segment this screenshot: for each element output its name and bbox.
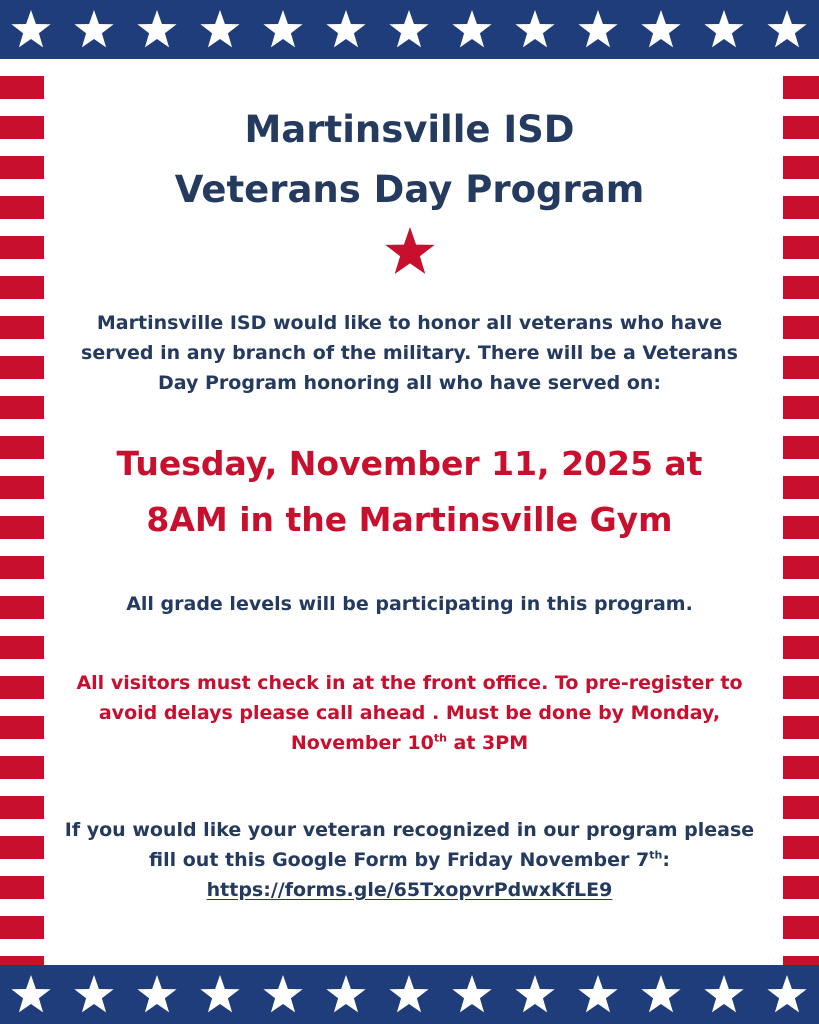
star-icon	[199, 8, 241, 50]
bottom-star-band	[0, 965, 819, 1024]
star-icon	[388, 973, 430, 1015]
star-icon	[262, 8, 304, 50]
star-icon	[514, 973, 556, 1015]
star-icon	[451, 973, 493, 1015]
star-icon	[451, 8, 493, 50]
star-icon	[640, 8, 682, 50]
star-icon	[325, 8, 367, 50]
intro-paragraph: Martinsville ISD would like to honor all veterans who have served in any branch of the military. There will be a Veterans Day Program honoring all who have served on:	[81, 312, 738, 394]
star-icon	[766, 8, 808, 50]
left-stripes	[0, 59, 44, 965]
google-form-link[interactable]: https://forms.gle/65TxopvrPdwxKfLE9	[206, 879, 613, 901]
star-icon	[766, 973, 808, 1015]
star-icon	[73, 973, 115, 1015]
star-icon	[514, 8, 556, 50]
right-stripes	[783, 59, 819, 965]
event-line-2: 8AM in the Martinsville Gym	[146, 500, 673, 539]
star-icon	[703, 973, 745, 1015]
title-line-1: Martinsville ISD	[244, 108, 575, 151]
form-text: If you would like your veteran recognized in our program please fill out this Google Form by Friday November 7	[64, 819, 755, 871]
star-icon	[577, 973, 619, 1015]
grades-note: All grade levels will be participating in this program.	[126, 593, 693, 615]
event-date	[60, 436, 759, 548]
star-icon	[199, 973, 241, 1015]
form-text-end: :	[662, 849, 670, 871]
visitors-note	[60, 668, 759, 758]
star-icon	[388, 8, 430, 50]
star-icon	[262, 973, 304, 1015]
star-icon	[136, 973, 178, 1015]
title-line-2: Veterans Day Program	[174, 168, 645, 211]
visitors-sup: th	[433, 731, 447, 745]
star-icon	[577, 8, 619, 50]
star-icon	[325, 973, 367, 1015]
form-note	[60, 815, 759, 905]
red-star-icon	[384, 226, 436, 276]
visitors-text-end: at 3PM	[446, 732, 529, 754]
star-icon	[10, 8, 52, 50]
star-icon	[136, 8, 178, 50]
event-line-1: Tuesday, November 11, 2025 at	[116, 444, 703, 483]
star-icon	[703, 8, 745, 50]
star-icon	[10, 973, 52, 1015]
star-icon	[73, 8, 115, 50]
top-star-band	[0, 0, 819, 59]
visitors-text: All visitors must check in at the front office. To pre-register to avoid delays please call ahead . Must be done by Monday, November 10	[76, 672, 743, 754]
form-sup: th	[649, 848, 663, 862]
star-icon	[640, 973, 682, 1015]
